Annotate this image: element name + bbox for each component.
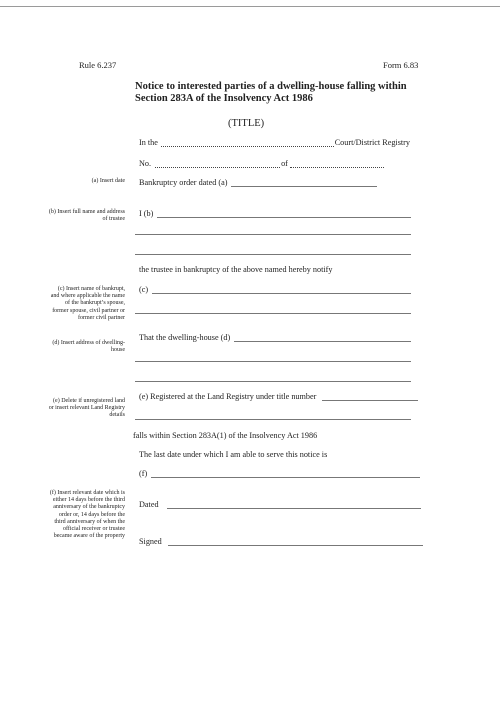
case-number-row — [139, 159, 384, 168]
last-date-field[interactable] — [151, 470, 420, 478]
court-row — [139, 138, 410, 147]
bankrupt-row — [139, 285, 411, 294]
court-prefix: In the — [139, 138, 158, 147]
bankruptcy-order-row — [139, 178, 377, 187]
case-year-field[interactable] — [290, 160, 384, 168]
dwelling-line-3[interactable] — [135, 381, 411, 382]
top-rule — [0, 6, 500, 7]
dwelling-label: That the dwelling-house (d) — [139, 333, 231, 342]
no-label: No. — [139, 159, 152, 168]
trustee-row — [139, 209, 411, 218]
registered-label: (e) Registered at the Land Registry under title number — [139, 392, 317, 401]
bankrupt-label: (c) — [139, 285, 149, 294]
dated-field[interactable] — [167, 501, 421, 509]
title-placeholder: (TITLE) — [228, 118, 265, 129]
bankruptcy-order-label: Bankruptcy order dated (a) — [139, 178, 228, 187]
dated-label: Dated — [139, 500, 159, 509]
date-f-row — [139, 469, 420, 478]
case-number-field[interactable] — [155, 160, 280, 168]
note-a: (a) Insert date — [91, 178, 125, 184]
title-number-field[interactable] — [322, 393, 418, 401]
title-line-1: Notice to interested parties of a dwelling-house falling within — [135, 81, 407, 92]
dwelling-row — [139, 333, 411, 342]
signed-row — [139, 537, 423, 546]
trustee-address-line-2[interactable] — [135, 254, 411, 255]
signature-field[interactable] — [168, 538, 423, 546]
date-f-label: (f) — [139, 469, 148, 478]
bankrupt-name-field[interactable] — [152, 286, 411, 294]
land-registry-line[interactable] — [135, 419, 411, 420]
rule-number: Rule 6.237 — [79, 60, 117, 70]
note-b: (b) Insert full name and address of trustee — [48, 209, 125, 223]
court-suffix: Court/District Registry — [334, 138, 410, 147]
of-label: of — [281, 159, 288, 168]
trustee-address-line-1[interactable] — [135, 234, 411, 235]
trustee-label: I (b) — [139, 209, 154, 218]
falls-within-text: falls within Section 283A(1) of the Insolvency Act 1986 — [133, 431, 318, 440]
dated-row — [139, 500, 421, 509]
bankruptcy-order-date-field[interactable] — [231, 179, 377, 187]
note-e: (e) Delete if unregistered land or insert relevant Land Registry details — [48, 398, 125, 419]
court-name-field[interactable] — [161, 139, 334, 147]
dwelling-line-2[interactable] — [135, 361, 411, 362]
notify-text: the trustee in bankruptcy of the above named hereby notify — [139, 265, 333, 274]
signed-label: Signed — [139, 537, 162, 546]
title-line-2: Section 283A of the Insolvency Act 1986 — [135, 93, 313, 104]
note-d: (d) Insert address of dwelling- house — [52, 340, 125, 354]
note-c: (c) Insert name of bankrupt, and where applicable the name of the bankrupt’s spouse, former spouse, civil partner or former civil partner — [50, 286, 125, 321]
last-date-text: The last date under which I am able to serve this notice is — [139, 450, 328, 459]
notice-title — [135, 81, 407, 105]
registered-row — [139, 392, 418, 401]
dwelling-address-field[interactable] — [234, 334, 411, 342]
bankrupt-line-2[interactable] — [135, 313, 411, 314]
form-number: Form 6.83 — [383, 60, 419, 70]
note-f: (f) Insert relevant date which is either 14 days before the third anniversary of the bankruptcy order or, 14 days before the third anniversary of when the official receiver or trustee became aware of the property — [49, 490, 125, 540]
trustee-name-field[interactable] — [157, 210, 411, 218]
